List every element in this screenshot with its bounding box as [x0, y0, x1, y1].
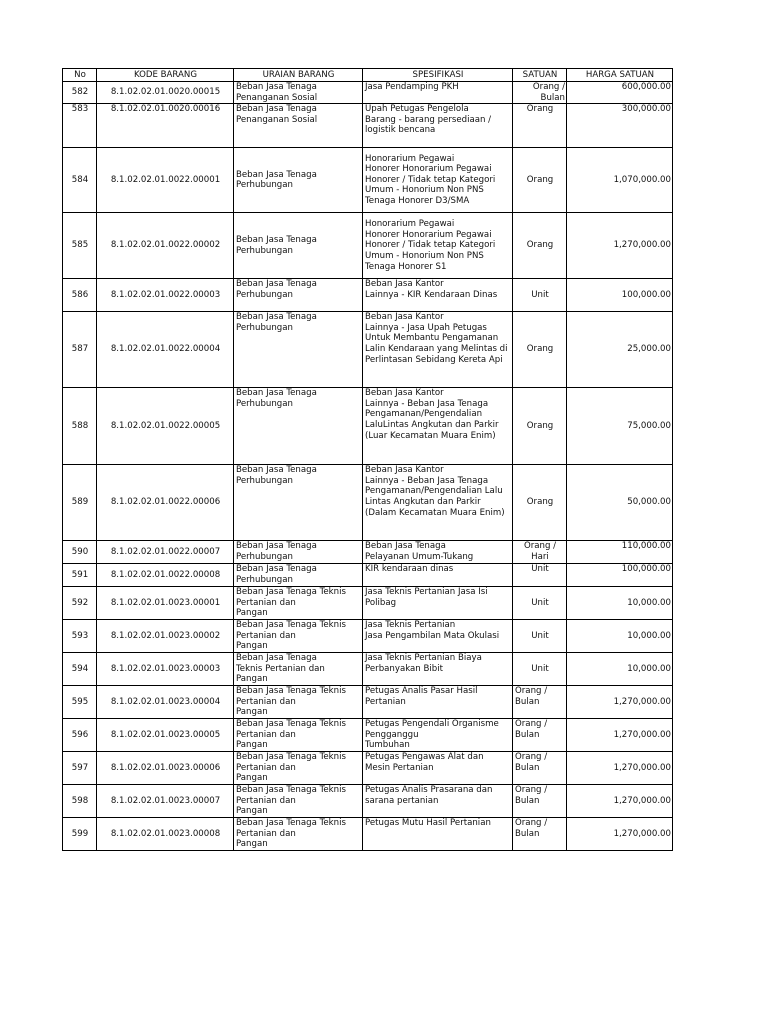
cell-harga-satuan: 1,070,000.00 [567, 148, 673, 213]
cell-no: 585 [63, 213, 97, 279]
cell-no: 594 [63, 653, 97, 686]
cell-satuan: Orang / Bulan [513, 785, 567, 818]
cell-spesifikasi: KIR kendaraan dinas [363, 564, 513, 587]
cell-no: 595 [63, 686, 97, 719]
cell-kode-barang: 8.1.02.02.01.0023.00004 [97, 686, 234, 719]
cell-harga-satuan: 25,000.00 [567, 312, 673, 388]
cell-uraian-barang: Beban Jasa Tenaga Perhubungan [234, 541, 363, 564]
cell-no: 597 [63, 752, 97, 785]
cell-satuan: Unit [513, 653, 567, 686]
cell-satuan: Unit [513, 564, 567, 587]
header-row [63, 69, 673, 82]
cell-uraian-barang: Beban Jasa Tenaga Perhubungan [234, 388, 363, 465]
cell-no: 589 [63, 465, 97, 541]
cell-uraian-barang: Beban Jasa Tenaga Perhubungan [234, 213, 363, 279]
cell-harga-satuan: 100,000.00 [567, 279, 673, 312]
cell-spesifikasi: Jasa Teknis Pertanian Jasa Pengambilan Mata Okulasi [363, 620, 513, 653]
cell-no: 587 [63, 312, 97, 388]
cell-no: 583 [63, 104, 97, 148]
header-harga-satuan: HARGA SATUAN [567, 69, 673, 82]
cell-satuan: Unit [513, 587, 567, 620]
table-row [63, 312, 673, 388]
cell-kode-barang: 8.1.02.02.01.0022.00003 [97, 279, 234, 312]
cell-satuan: Orang [513, 148, 567, 213]
cell-no: 593 [63, 620, 97, 653]
table-row [63, 818, 673, 851]
table-row [63, 653, 673, 686]
cell-spesifikasi: Petugas Pengendali Organisme Pengganggu Tumbuhan [363, 719, 513, 752]
cell-uraian-barang: Beban Jasa Tenaga Perhubungan [234, 465, 363, 541]
cell-uraian-barang: Beban Jasa Tenaga Perhubungan [234, 312, 363, 388]
cell-kode-barang: 8.1.02.02.01.0023.00008 [97, 818, 234, 851]
cell-harga-satuan: 1,270,000.00 [567, 686, 673, 719]
header-kode-barang: KODE BARANG [97, 69, 234, 82]
cell-spesifikasi: Beban Jasa Kantor Lainnya - Beban Jasa Tenaga Pengamanan/Pengendalian LaluLintas Angkutan dan Parkir (Luar Kecamatan Muara Enim) [363, 388, 513, 465]
header-satuan: SATUAN [513, 69, 567, 82]
cell-satuan: Unit [513, 279, 567, 312]
cell-satuan: Orang [513, 104, 567, 148]
cell-kode-barang: 8.1.02.02.01.0020.00015 [97, 82, 234, 104]
cell-harga-satuan: 75,000.00 [567, 388, 673, 465]
cell-kode-barang: 8.1.02.02.01.0022.00002 [97, 213, 234, 279]
cell-no: 599 [63, 818, 97, 851]
cell-uraian-barang: Beban Jasa Tenaga Penanganan Sosial [234, 82, 363, 104]
table-row [63, 148, 673, 213]
cell-kode-barang: 8.1.02.02.01.0022.00008 [97, 564, 234, 587]
cell-satuan: Unit [513, 620, 567, 653]
cell-spesifikasi: Beban Jasa Tenaga Pelayanan Umum-Tukang [363, 541, 513, 564]
cell-harga-satuan: 300,000.00 [567, 104, 673, 148]
cell-harga-satuan: 1,270,000.00 [567, 785, 673, 818]
table-row [63, 686, 673, 719]
cell-spesifikasi: Jasa Teknis Pertanian Biaya Perbanyakan Bibit [363, 653, 513, 686]
cell-harga-satuan: 10,000.00 [567, 653, 673, 686]
cell-no: 586 [63, 279, 97, 312]
table-row [63, 541, 673, 564]
cell-uraian-barang: Beban Jasa Tenaga Teknis Pertanian dan Pangan [234, 785, 363, 818]
cell-kode-barang: 8.1.02.02.01.0023.00003 [97, 653, 234, 686]
cell-spesifikasi: Petugas Analis Pasar Hasil Pertanian [363, 686, 513, 719]
table-row [63, 104, 673, 148]
cell-uraian-barang: Beban Jasa Tenaga Teknis Pertanian dan Pangan [234, 620, 363, 653]
cell-spesifikasi: Honorarium Pegawai Honorer Honorarium Pegawai Honorer / Tidak tetap Kategori Umum - Honorium Non PNS Tenaga Honorer S1 [363, 213, 513, 279]
cell-uraian-barang: Beban Jasa Tenaga Perhubungan [234, 148, 363, 213]
table-row [63, 620, 673, 653]
cell-uraian-barang: Beban Jasa Tenaga Perhubungan [234, 564, 363, 587]
cell-no: 582 [63, 82, 97, 104]
table-row [63, 587, 673, 620]
cell-uraian-barang: Beban Jasa Tenaga Teknis Pertanian dan Pangan [234, 818, 363, 851]
cell-uraian-barang: Beban Jasa Tenaga Teknis Pertanian dan Pangan [234, 752, 363, 785]
table-row [63, 388, 673, 465]
cell-no: 584 [63, 148, 97, 213]
cell-spesifikasi: Honorarium Pegawai Honorer Honorarium Pegawai Honorer / Tidak tetap Kategori Umum - Honorium Non PNS Tenaga Honorer D3/SMA [363, 148, 513, 213]
cell-no: 590 [63, 541, 97, 564]
cell-harga-satuan: 110,000.00 [567, 541, 673, 564]
cell-kode-barang: 8.1.02.02.01.0023.00005 [97, 719, 234, 752]
cell-spesifikasi: Beban Jasa Kantor Lainnya - Beban Jasa Tenaga Pengamanan/Pengendalian Lalu Lintas Angkutan dan Parkir (Dalam Kecamatan Muara Enim) [363, 465, 513, 541]
cell-kode-barang: 8.1.02.02.01.0022.00004 [97, 312, 234, 388]
header-spesifikasi: SPESIFIKASI [363, 69, 513, 82]
cell-harga-satuan: 1,270,000.00 [567, 213, 673, 279]
cell-spesifikasi: Beban Jasa Kantor Lainnya - Jasa Upah Petugas Untuk Membantu Pengamanan Lalin Kendaraan yang Melintas di Perlintasan Sebidang Kereta Api [363, 312, 513, 388]
table-row [63, 564, 673, 587]
price-table [62, 68, 673, 851]
cell-satuan: Orang [513, 312, 567, 388]
cell-no: 592 [63, 587, 97, 620]
cell-harga-satuan: 1,270,000.00 [567, 752, 673, 785]
cell-uraian-barang: Beban Jasa Tenaga Teknis Pertanian dan Pangan [234, 653, 363, 686]
cell-uraian-barang: Beban Jasa Tenaga Teknis Pertanian dan Pangan [234, 719, 363, 752]
cell-harga-satuan: 600,000.00 [567, 82, 673, 104]
cell-spesifikasi: Petugas Pengawas Alat dan Mesin Pertanian [363, 752, 513, 785]
cell-kode-barang: 8.1.02.02.01.0022.00005 [97, 388, 234, 465]
cell-kode-barang: 8.1.02.02.01.0023.00006 [97, 752, 234, 785]
cell-satuan: Orang [513, 213, 567, 279]
cell-harga-satuan: 10,000.00 [567, 620, 673, 653]
cell-satuan: Orang / Bulan [513, 818, 567, 851]
cell-uraian-barang: Beban Jasa Tenaga Teknis Pertanian dan Pangan [234, 587, 363, 620]
cell-harga-satuan: 1,270,000.00 [567, 719, 673, 752]
cell-uraian-barang: Beban Jasa Tenaga Penanganan Sosial [234, 104, 363, 148]
cell-harga-satuan: 50,000.00 [567, 465, 673, 541]
cell-satuan: Orang / Bulan [513, 686, 567, 719]
cell-kode-barang: 8.1.02.02.01.0022.00001 [97, 148, 234, 213]
table-row [63, 752, 673, 785]
cell-satuan: Orang / Bulan [513, 719, 567, 752]
table-row [63, 213, 673, 279]
cell-satuan: Orang / Bulan [513, 82, 567, 104]
cell-kode-barang: 8.1.02.02.01.0022.00006 [97, 465, 234, 541]
cell-kode-barang: 8.1.02.02.01.0023.00002 [97, 620, 234, 653]
cell-spesifikasi: Petugas Analis Prasarana dan sarana pertanian [363, 785, 513, 818]
cell-satuan: Orang [513, 388, 567, 465]
table-row [63, 465, 673, 541]
cell-uraian-barang: Beban Jasa Tenaga Teknis Pertanian dan Pangan [234, 686, 363, 719]
cell-no: 598 [63, 785, 97, 818]
cell-spesifikasi: Jasa Teknis Pertanian Jasa Isi Polibag [363, 587, 513, 620]
table-row [63, 279, 673, 312]
table-row [63, 785, 673, 818]
cell-no: 588 [63, 388, 97, 465]
cell-satuan: Orang / Bulan [513, 752, 567, 785]
header-uraian-barang: URAIAN BARANG [234, 69, 363, 82]
cell-satuan: Orang / Hari [513, 541, 567, 564]
cell-kode-barang: 8.1.02.02.01.0023.00007 [97, 785, 234, 818]
cell-spesifikasi: Petugas Mutu Hasil Pertanian [363, 818, 513, 851]
table-row [63, 719, 673, 752]
cell-no: 596 [63, 719, 97, 752]
cell-harga-satuan: 1,270,000.00 [567, 818, 673, 851]
cell-kode-barang: 8.1.02.02.01.0023.00001 [97, 587, 234, 620]
cell-spesifikasi: Beban Jasa Kantor Lainnya - KIR Kendaraan Dinas [363, 279, 513, 312]
header-no: No [63, 69, 97, 82]
cell-spesifikasi: Upah Petugas Pengelola Barang - barang persediaan / logistik bencana [363, 104, 513, 148]
cell-uraian-barang: Beban Jasa Tenaga Perhubungan [234, 279, 363, 312]
cell-kode-barang: 8.1.02.02.01.0020.00016 [97, 104, 234, 148]
table-row [63, 82, 673, 104]
cell-harga-satuan: 10,000.00 [567, 587, 673, 620]
cell-satuan: Orang [513, 465, 567, 541]
cell-kode-barang: 8.1.02.02.01.0022.00007 [97, 541, 234, 564]
cell-spesifikasi: Jasa Pendamping PKH [363, 82, 513, 104]
cell-no: 591 [63, 564, 97, 587]
cell-harga-satuan: 100,000.00 [567, 564, 673, 587]
